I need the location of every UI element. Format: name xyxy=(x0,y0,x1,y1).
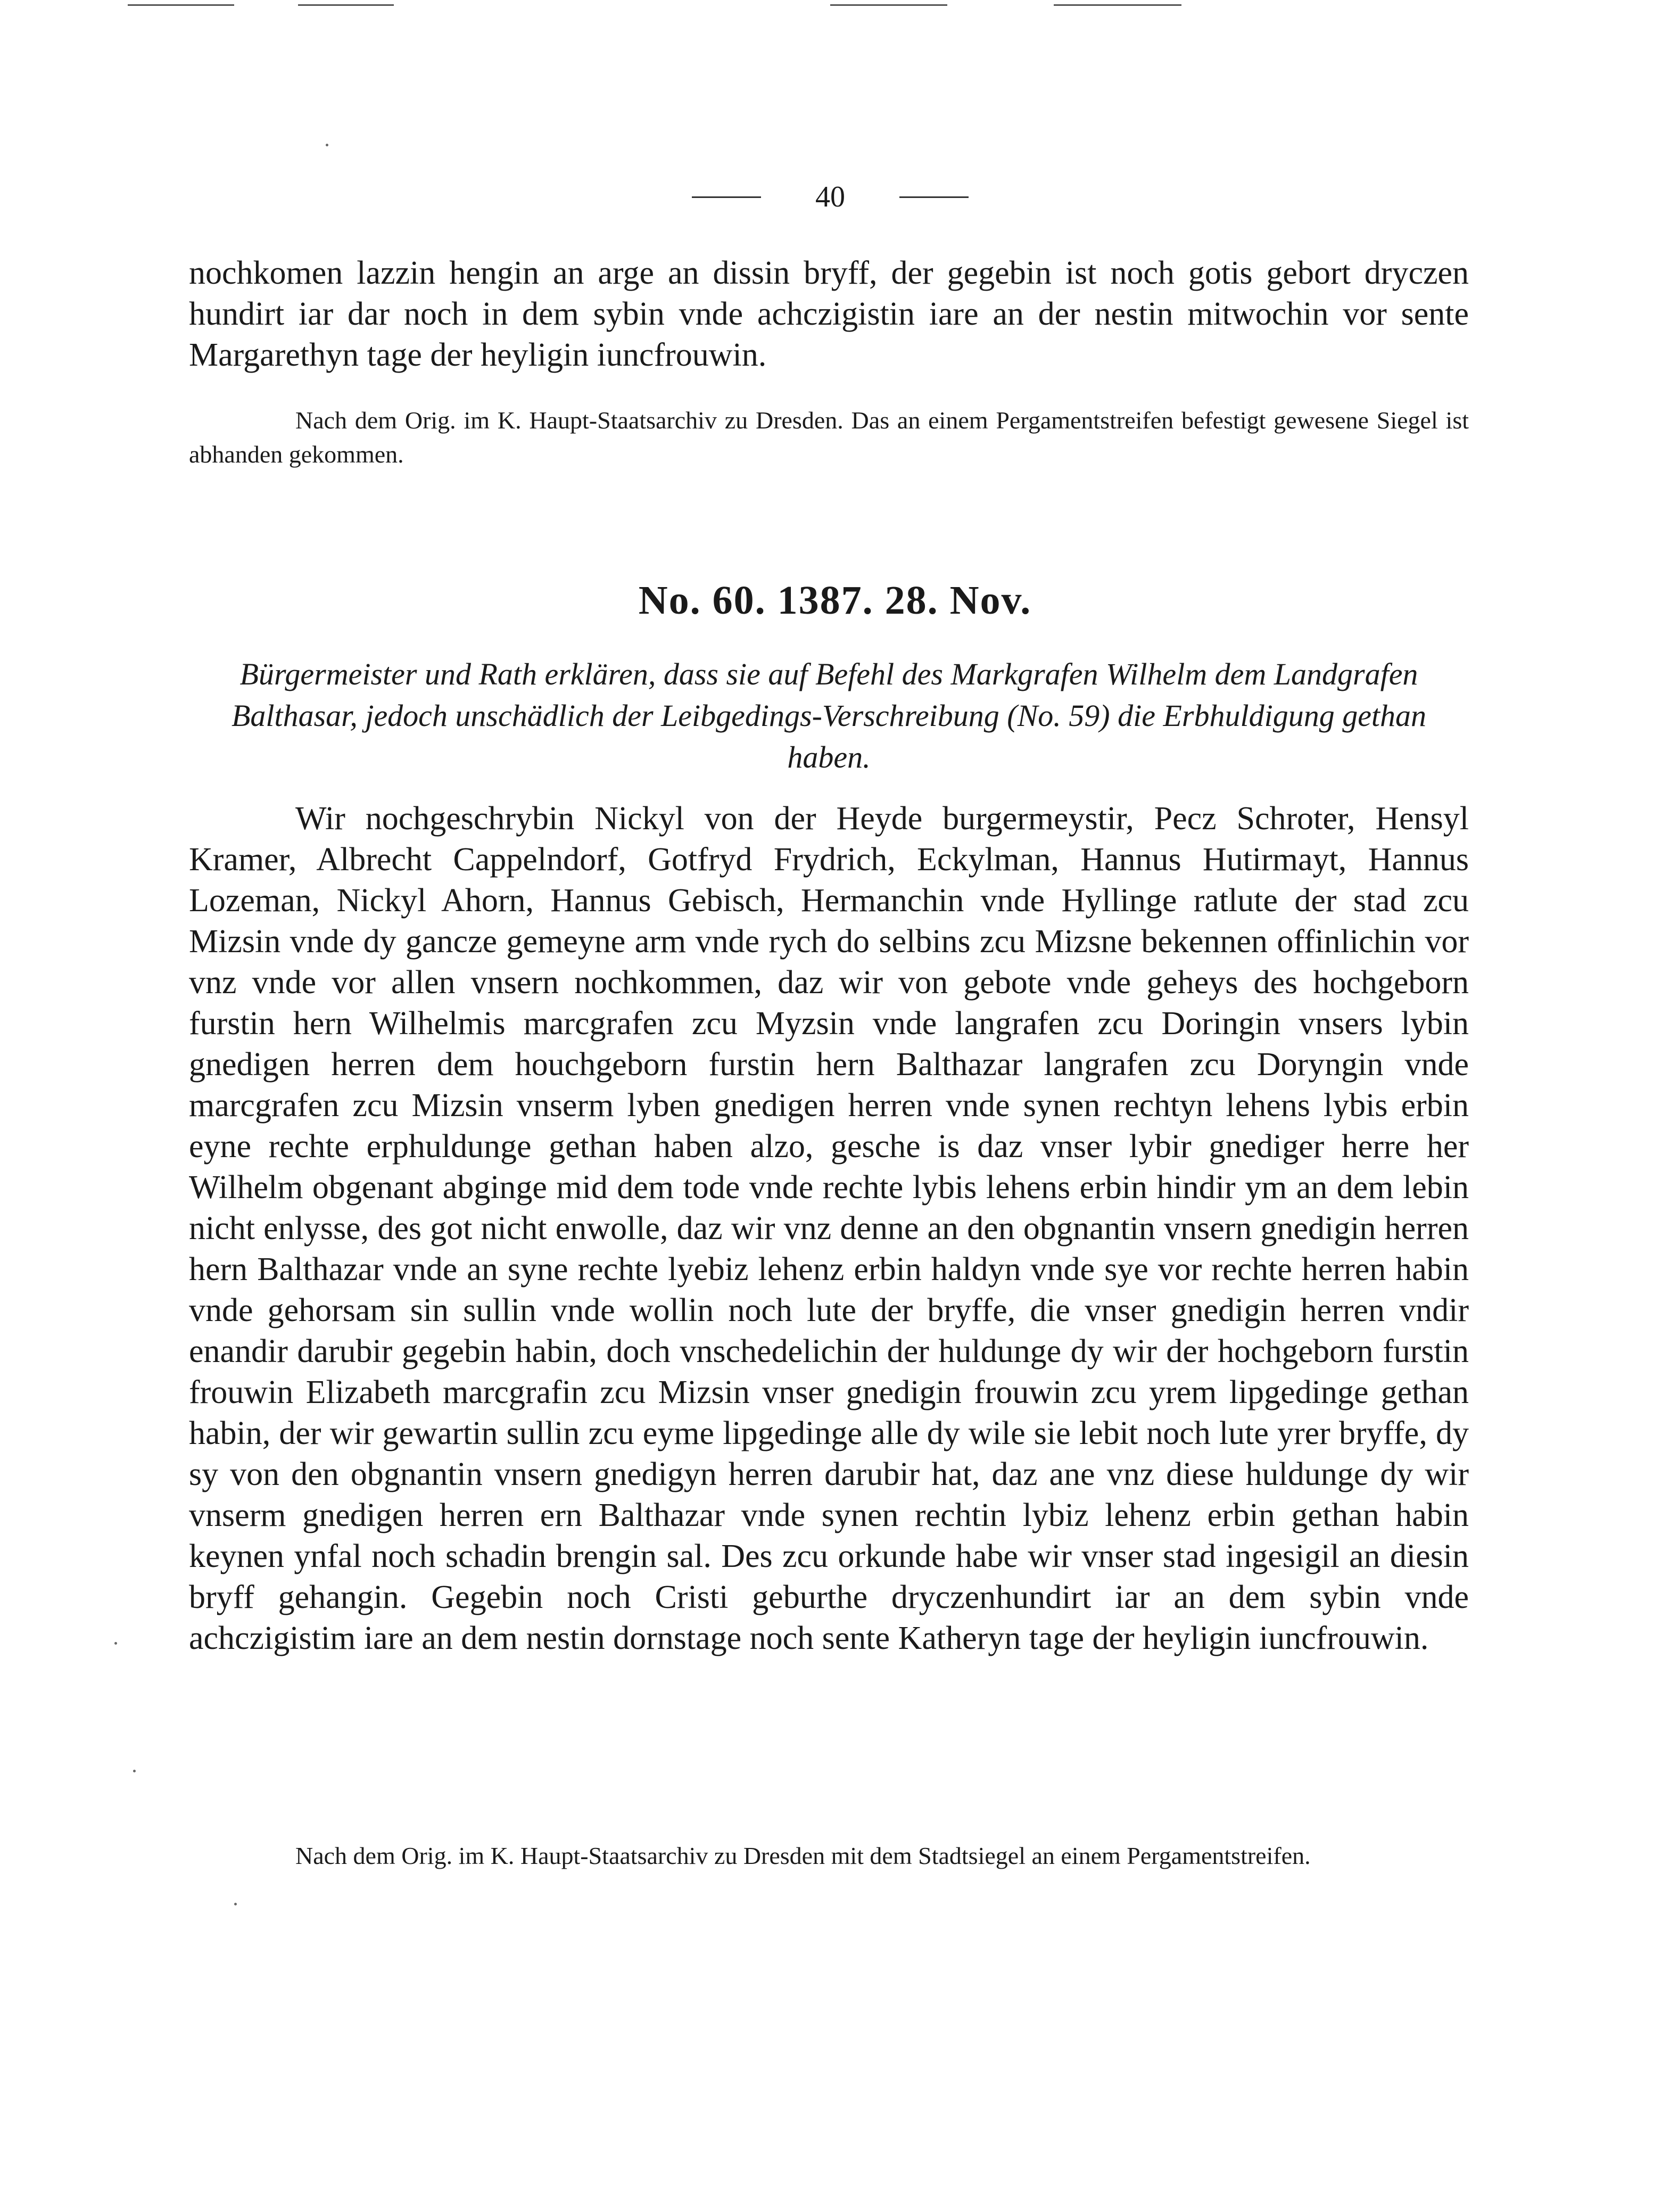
top-rule xyxy=(1054,4,1181,6)
source-note-2: Nach dem Orig. im K. Haupt-Staatsarchiv zu Dresden mit dem Stadtsiegel an einem Pergamentstreifen. xyxy=(295,1842,1311,1869)
source-note-1: Nach dem Orig. im K. Haupt-Staatsarchiv zu Dresden. Das an einem Pergamentstreifen befestigt gewesene Siegel ist abhanden gekommen. xyxy=(189,407,1469,468)
page-number-dash-right xyxy=(899,196,969,198)
paper-speck xyxy=(133,1770,136,1772)
source-note-1-block xyxy=(189,403,1469,472)
continuation-text: nochkomen lazzin hengin an arge an dissin bryff, der gegebin ist noch gotis gebort dryczen hundirt iar dar noch in dem sybin vnde achczigistin iare an der nestin mitwochin vor sente Margarethyn tage der heyligin iuncfrouwin. xyxy=(189,255,1469,373)
page-number: 40 xyxy=(815,180,845,213)
main-text-block xyxy=(189,798,1469,1659)
page-number-dash-left xyxy=(692,196,761,198)
document-summary: Bürgermeister und Rath erklären, dass sie auf Befehl des Markgrafen Wilhelm dem Landgrafen Balthasar, jedoch unschädlich der Leibgedings-Verschreibung (No. 59) die Erbhuldigung gethan haben. xyxy=(231,657,1427,774)
top-rule xyxy=(298,4,394,6)
paper-speck xyxy=(234,1903,237,1905)
top-rule xyxy=(128,4,234,6)
page-number-header xyxy=(692,176,969,218)
continuation-block xyxy=(189,253,1469,376)
top-rule xyxy=(830,4,947,6)
main-text: Wir nochgeschrybin Nickyl von der Heyde burgermeystir, Pecz Schroter, Hensyl Kramer, Albrecht Cappelndorf, Gotfryd Frydrich, Eckylman, Hannus Hutirmayt, Hannus Lozeman, Nickyl Ahorn, Hannus Gebisch, Hermanchin vnde Hyllinge ratlute der stad zcu Mizsin vnde dy gancze gemeyne arm vnde rych do selbins zcu Mizsne bekennen offinlichin vor vnz vnde vor allen vnsern nochkommen, daz wir von gebote vnde geheys des hochgeborn furstin hern Wilhelmis marcgrafen zcu Myzsin vnde langrafen zcu Doringin vnsers lybin gnedigen herren dem houchgeborn furstin hern Balthazar langrafen zcu Doryngin vnde marcgrafen zcu Mizsin vnserm lyben gnedigen herren vnde synen rechtyn lehens lybis erbin eyne rechte erphuldunge gethan haben alzo, gesche is daz vnser lybir gnediger herre her Wilhelm obgenant abginge mid dem tode vnde rechte lybis lehens erbin hindir ym an dem lebin nicht enlysse, des got nicht enwolle, daz wir vnz denne an den obgnantin vnsern gnedigin herren hern Balthazar vnde an syne rechte lyebiz lehenz erbin haldyn vnde sye vor rechte herren habin vnde gehorsam sin sullin vnde wollin noch lute der bryffe, die vnser gnedigin herren vndir enandir darubir gegebin habin, doch vnschedelichin der huldunge dy wir der hochgeborn furstin frouwin Elizabeth marcgrafin zcu Mizsin vnser gnedigin frouwin zcu yrem lipgedinge gethan habin, der wir gewartin sullin zcu eyme lipgedinge alle dy wile sie lebit noch lute yrer bryffe, dy sy von den obgnantin vnsern gnedigyn herren darubir hat, daz ane vnz diese huldunge dy wir vnserm gnedigen herren ern Balthazar vnde synen rechtin lybiz lehenz erbin gethan habin keynen ynfal noch schadin brengin sal. Des zcu orkunde habe wir vnser stad ingesigil an diesin bryff gehangin. Gegebin noch Cristi geburthe dryczenhundirt iar an dem sybin vnde achczigistim iare an dem nestin dornstage noch sente Katheryn tage der heyligin iuncfrouwin. xyxy=(189,800,1469,1656)
paper-speck xyxy=(326,144,328,146)
source-note-2-block xyxy=(189,1839,1469,1873)
document-heading: No. 60. 1387. 28. Nov. xyxy=(638,578,1032,623)
paper-speck xyxy=(114,1642,117,1645)
